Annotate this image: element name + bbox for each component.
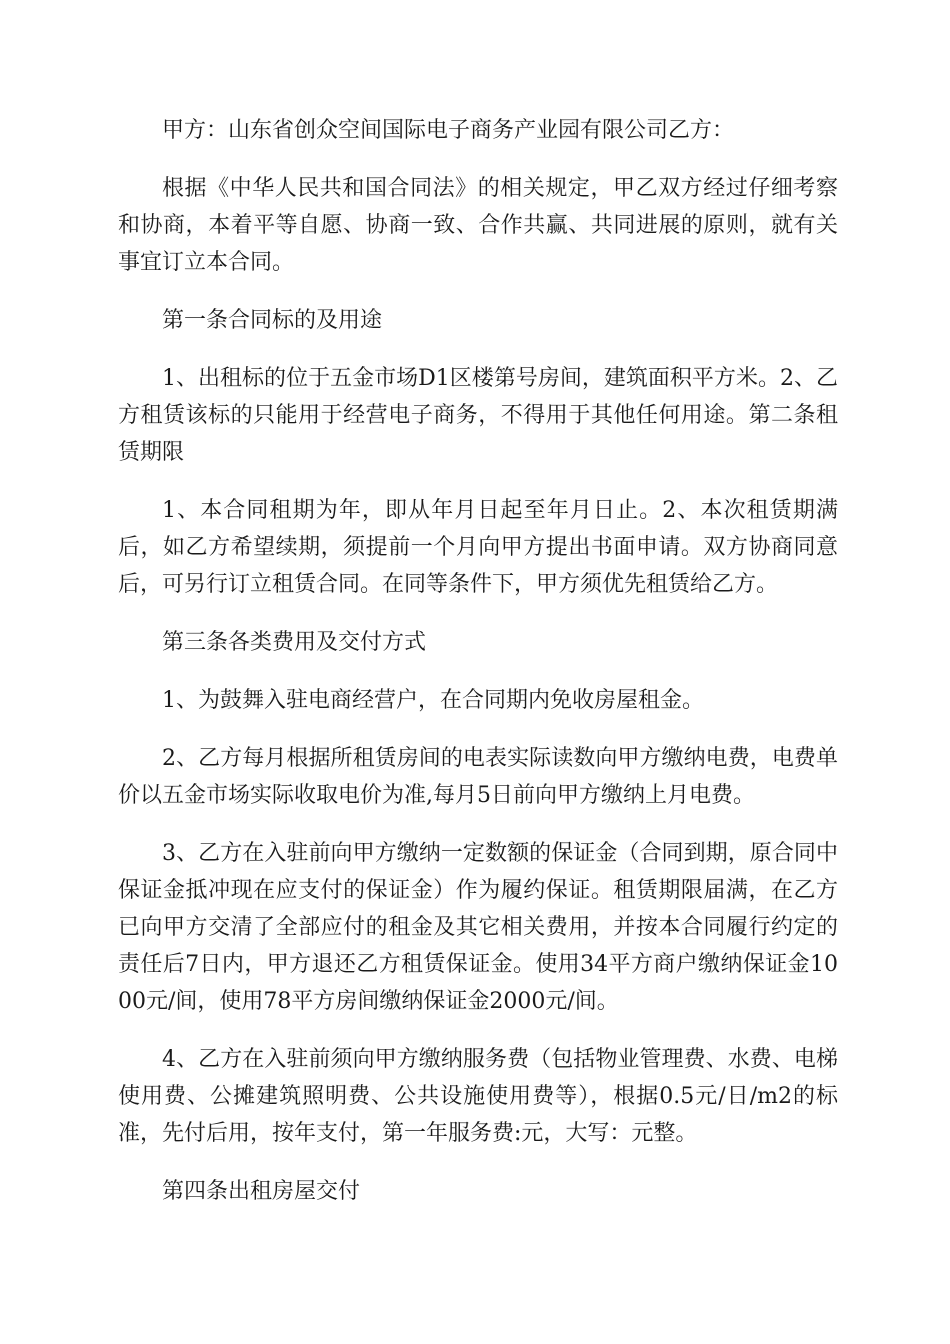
party-line: 甲方：山东省创众空间国际电子商务产业园有限公司乙方：	[162, 118, 735, 143]
article-3-clause-3: 3、乙方在入驻前向甲方缴纳一定数额的保证金（合同到期，原合同中保证金抵冲现在应支付的保证金）作为履约保证。租赁期限届满，在乙方已向甲方交清了全部应付的租金及其它相关费用，并按本合同履行约定的责任后7日内，甲方退还乙方租赁保证金。使用34平方商户缴纳保证金1000元/间，使用78平方房间缴纳保证金2000元/间。	[118, 841, 838, 1014]
preamble-paragraph: 根据《中华人民共和国合同法》的相关规定，甲乙双方经过仔细考察和协商，本着平等自愿、协商一致、合作共赢、共同进展的原则，就有关事宜订立本合同。	[118, 176, 838, 275]
article-4-heading: 第四条出租房屋交付	[162, 1179, 361, 1204]
article-3-clause-1: 1、为鼓舞入驻电商经营户，在合同期内免收房屋租金。	[162, 688, 704, 713]
article-3-heading: 第三条各类费用及交付方式	[162, 630, 427, 655]
article-3-clause-2: 2、乙方每月根据所租赁房间的电表实际读数向甲方缴纳电费，电费单价以五金市场实际收取电价为准,每月5日前向甲方缴纳上月电费。	[118, 746, 838, 808]
article-1-clause: 1、出租标的位于五金市场D1区楼第号房间，建筑面积平方米。2、乙方租赁该标的只能用于经营电子商务，不得用于其他任何用途。第二条租赁期限	[118, 366, 838, 465]
article-2-clause: 1、本合同租期为年，即从年月日起至年月日止。2、本次租赁期满后，如乙方希望续期，须提前一个月向甲方提出书面申请。双方协商同意后，可另行订立租赁合同。在同等条件下，甲方须优先租赁给乙方。	[118, 498, 838, 597]
article-1-heading: 第一条合同标的及用途	[162, 308, 383, 333]
article-3-clause-4: 4、乙方在入驻前须向甲方缴纳服务费（包括物业管理费、水费、电梯使用费、公摊建筑照明费、公共设施使用费等），根据0.5元/日/m2的标准，先付后用，按年支付，第一年服务费:元，大写：元整。	[118, 1047, 838, 1146]
